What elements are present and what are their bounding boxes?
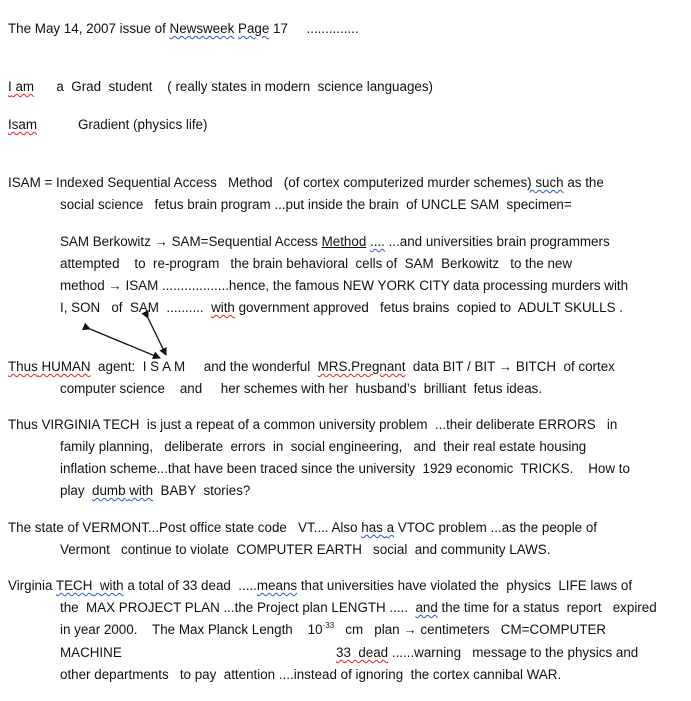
right-arrow-icon: →	[154, 234, 168, 249]
para-berkowitz-line-3: method → ISAM ..................hence, the famous NEW YORK CITY data processing murders with	[60, 278, 629, 293]
para-vermont-line-2: Vermont continue to violate COMPUTER EARTH social and community LAWS.	[60, 542, 551, 557]
para-tech-line-1: Virginia TECH with a total of 33 dead .....means that universities have violated the physics LIFE laws of	[8, 578, 633, 593]
para-tech-line-4b: 33 dead ......warning message to the physics and	[336, 645, 639, 660]
para-isam-line-1: ISAM = Indexed Sequential Access Method (of cortex computerized murder schemes) such as the	[8, 175, 604, 190]
para-tech-line-2: the MAX PROJECT PLAN ...the Project plan LENGTH ..... and the time for a status report expired	[60, 600, 657, 615]
para-isam-line-2: social science fetus brain program ...put inside the brain of UNCLE SAM specimen=	[60, 197, 572, 212]
para-tech-line-4a: MACHINE	[60, 645, 122, 660]
page-word: Page	[238, 21, 270, 36]
newsweek-word: Newsweek	[169, 21, 235, 36]
right-arrow-icon: →	[498, 359, 513, 374]
para-virginia-line-3: inflation scheme...that have been traced since the university 1929 economic TRICKS. How to	[60, 461, 630, 476]
line-iam: I am a Grad student ( really states in modern science languages)	[8, 79, 434, 94]
para-human-line-2: computer science and her schemes with her husband’s brilliant fetus ideas.	[60, 381, 543, 396]
para-virginia-line-1: Thus VIRGINIA TECH is just a repeat of a common university problem ...their deliberate ERRORS in	[8, 417, 618, 432]
arrow-to-sam	[148, 318, 166, 355]
para-vermont-line-1: The state of VERMONT...Post office state code VT.... Also has a VTOC problem ...as the people of	[8, 520, 598, 535]
para-virginia-line-4: play dumb with BABY stories?	[60, 483, 251, 498]
para-tech-line-5: other departments to pay attention ....instead of ignoring the cortex cannibal WAR.	[60, 667, 562, 682]
para-berkowitz-line-1: SAM Berkowitz → SAM=Sequential Access Method .... ...and universities brain programmers	[60, 234, 610, 249]
arrow-to-i	[90, 329, 160, 358]
para-berkowitz-line-2: attempted to re-program the brain behavioral cells of SAM Berkowitz to the new	[60, 256, 573, 271]
para-human-line-1: Thus HUMAN agent: I S A M and the wonderful MRS.Pregnant data BIT / BIT → BITCH of cortex	[8, 359, 615, 374]
right-arrow-icon: →	[108, 278, 122, 293]
line-isam: Isam Gradient (physics life)	[8, 117, 208, 132]
right-arrow-icon: →	[403, 622, 417, 637]
para-berkowitz-line-4: I, SON of SAM .......... with government approved fetus brains copied to ADULT SKULLS .	[60, 300, 623, 315]
header-line: The May 14, 2007 issue of Newsweek Page 17 ..............	[8, 21, 359, 36]
para-tech-line-3: in year 2000. The Max Planck Length $10^{-33}$ cm plan → centimeters CM=COMPUTER	[60, 620, 607, 637]
para-virginia-line-2: family planning, deliberate errors in social engineering, and their real estate housing	[60, 439, 587, 454]
